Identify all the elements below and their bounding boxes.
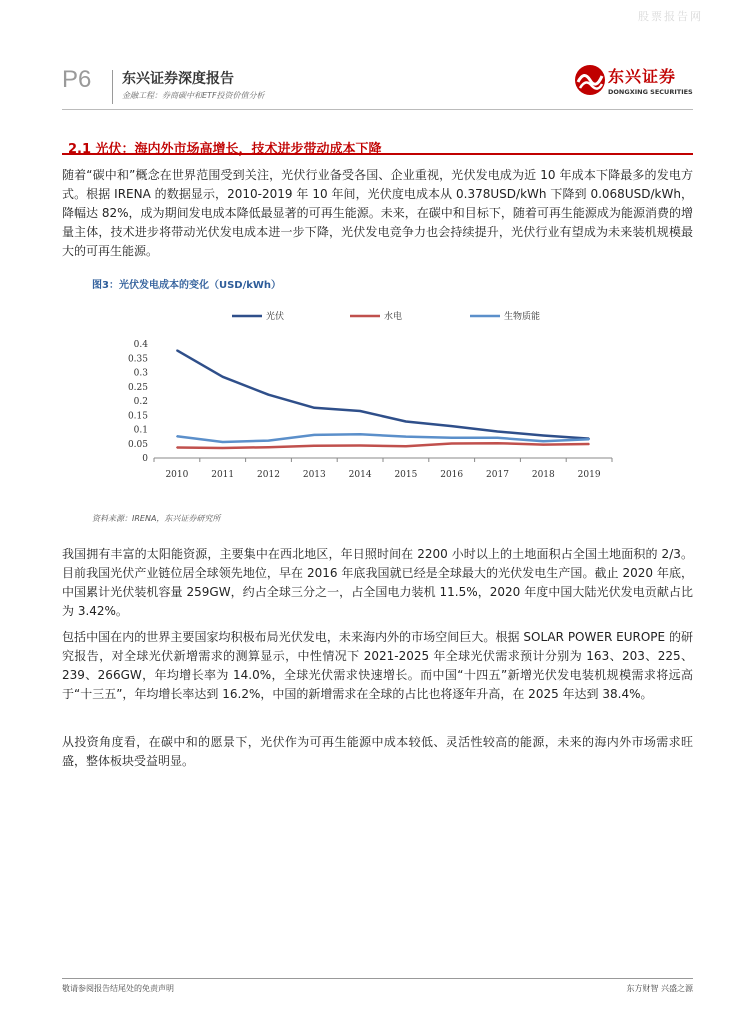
dongxing-logo-icon xyxy=(574,62,606,98)
data-point xyxy=(268,446,270,448)
data-point xyxy=(359,410,361,412)
data-point xyxy=(222,447,224,449)
x-axis xyxy=(154,458,612,480)
watermark: 股票报告网 xyxy=(638,10,703,23)
y-tick-label: 0.15 xyxy=(127,411,148,422)
report-subtitle: 金融工程：券商碳中和ETF投资价值分析 xyxy=(122,91,265,100)
data-point xyxy=(497,437,499,439)
y-tick-label: 0.4 xyxy=(133,340,148,350)
data-point xyxy=(176,349,178,351)
logo-text-cn: 东兴证券 xyxy=(608,67,677,86)
section-title: 2.1 光伏：海内外市场高增长，技术进步带动成本下降 xyxy=(68,142,382,157)
data-point xyxy=(451,437,453,439)
data-point xyxy=(405,436,407,438)
data-point xyxy=(497,431,499,433)
series-line-2 xyxy=(177,434,589,442)
x-tick-label: 2016 xyxy=(440,470,464,480)
paragraph-1: 随着“碳中和”概念在世界范围受到关注，光伏行业备受各国、企业重视，光伏发电成为近 10 年成本下降最多的发电方式。根据 IRENA 的数据显示，2010-2019 年 10 年间，光伏度电成本从 0.378USD/kWh 下降到 0.068USD/kWh，降幅达 82%，成为期间发电成本降低最显著的可再生能源。未来，在碳中和目标下，随着可再生能源成为能源消费的增量主体，技术进步将带动光伏发电成本进一步下降，光伏发电竞争力也会持续提升，光伏行业有望成为未来装机规模最大的可再生能源。 xyxy=(62,168,693,258)
data-point xyxy=(405,421,407,423)
x-tick-label: 2017 xyxy=(486,470,509,480)
logo-text-en: DONGXING SECURITIES xyxy=(608,88,693,96)
y-tick-label: 0.25 xyxy=(127,382,148,393)
figure-source: 资料来源：IRENA，东兴证券研究所 xyxy=(92,514,221,523)
chart-legend xyxy=(232,310,540,322)
page-number: P6 xyxy=(62,66,92,93)
y-tick-label: 0.2 xyxy=(133,397,148,407)
footer-rule xyxy=(62,978,693,979)
paragraph-2: 我国拥有丰富的太阳能资源，主要集中在西北地区，年日照时间在 2200 小时以上的土地面积占全国土地面积的 2/3。目前我国光伏产业链位居全球领先地位，早在 2016 年底我国就已经是全球最大的光伏发电生产国。截止 2020 年底，中国累计光伏装机容量 259GW，约占全球三分之一，占全国电力装机 11.5%，2020 年度中国大陆光伏发电贡献占比为 3.42%。 xyxy=(62,547,693,618)
x-tick-label: 2015 xyxy=(394,470,418,480)
paragraph-3: 包括中国在内的世界主要国家均积极布局光伏发电，未来海内外的市场空间巨大。根据 SOLAR POWER EUROPE 的研究报告，对全球光伏新增需求的测算显示，中性情况下 2021-2025 年全球光伏需求预计分别为 163、203、225、239、266GW，年均增长率为 14.0%，全球光伏需求快速增长。而中国“十四五”新增光伏发电装机规模需求将远高于“十三五”，年均增长率达到 16.2%，中国的新增需求在全球的占比也将逐年升高，在 2025 年达到 38.4%。 xyxy=(62,630,693,701)
x-tick-label: 2018 xyxy=(531,470,555,480)
legend-label-0: 光伏 xyxy=(266,312,285,322)
x-tick-label: 2014 xyxy=(348,470,372,480)
y-tick-label: 0.3 xyxy=(133,368,148,379)
header-divider xyxy=(112,70,113,104)
x-tick-label: 2011 xyxy=(211,470,235,480)
data-point xyxy=(543,435,545,437)
series-line-0 xyxy=(177,350,589,438)
data-point xyxy=(497,442,499,444)
data-point xyxy=(268,394,270,396)
data-point xyxy=(588,438,590,440)
x-tick-label: 2019 xyxy=(577,470,601,480)
data-point xyxy=(268,440,270,442)
y-tick-label: 0.1 xyxy=(133,425,148,436)
data-point xyxy=(176,447,178,449)
x-tick-label: 2013 xyxy=(302,470,326,480)
data-point xyxy=(543,444,545,446)
data-point xyxy=(314,407,316,409)
series-line-1 xyxy=(177,443,589,448)
data-point xyxy=(405,446,407,448)
y-tick-label: 0 xyxy=(142,454,148,464)
data-point xyxy=(222,376,224,378)
legend-label-2: 生物质能 xyxy=(504,312,541,322)
data-point xyxy=(543,440,545,442)
data-point xyxy=(451,425,453,427)
x-tick-label: 2010 xyxy=(165,470,189,480)
x-tick-label: 2012 xyxy=(257,470,280,480)
data-point xyxy=(359,445,361,447)
y-axis xyxy=(128,340,148,464)
paragraph-4: 从投资角度看，在碳中和的愿景下，光伏作为可再生能源中成本较低、灵活性较高的能源，未来的海内外市场需求旺盛，整体板块受益明显。 xyxy=(62,735,693,768)
data-point xyxy=(176,436,178,438)
chart-series xyxy=(176,349,590,448)
data-point xyxy=(314,445,316,447)
header-rule xyxy=(62,109,693,110)
legend-label-1: 水电 xyxy=(384,312,403,322)
figure-title: 图3：光伏发电成本的变化（USD/kWh） xyxy=(92,280,282,291)
y-tick-label: 0.05 xyxy=(127,439,148,450)
footer-slogan: 东方财智 兴盛之源 xyxy=(626,984,693,993)
data-point xyxy=(588,443,590,445)
data-point xyxy=(451,443,453,445)
y-tick-label: 0.35 xyxy=(127,354,148,365)
footer-disclaimer: 敬请参阅报告结尾处的免责声明 xyxy=(62,984,174,993)
report-title: 东兴证券深度报告 xyxy=(122,71,234,87)
data-point xyxy=(314,434,316,436)
cost-line-chart xyxy=(92,298,632,508)
data-point xyxy=(222,441,224,443)
data-point xyxy=(359,434,361,436)
